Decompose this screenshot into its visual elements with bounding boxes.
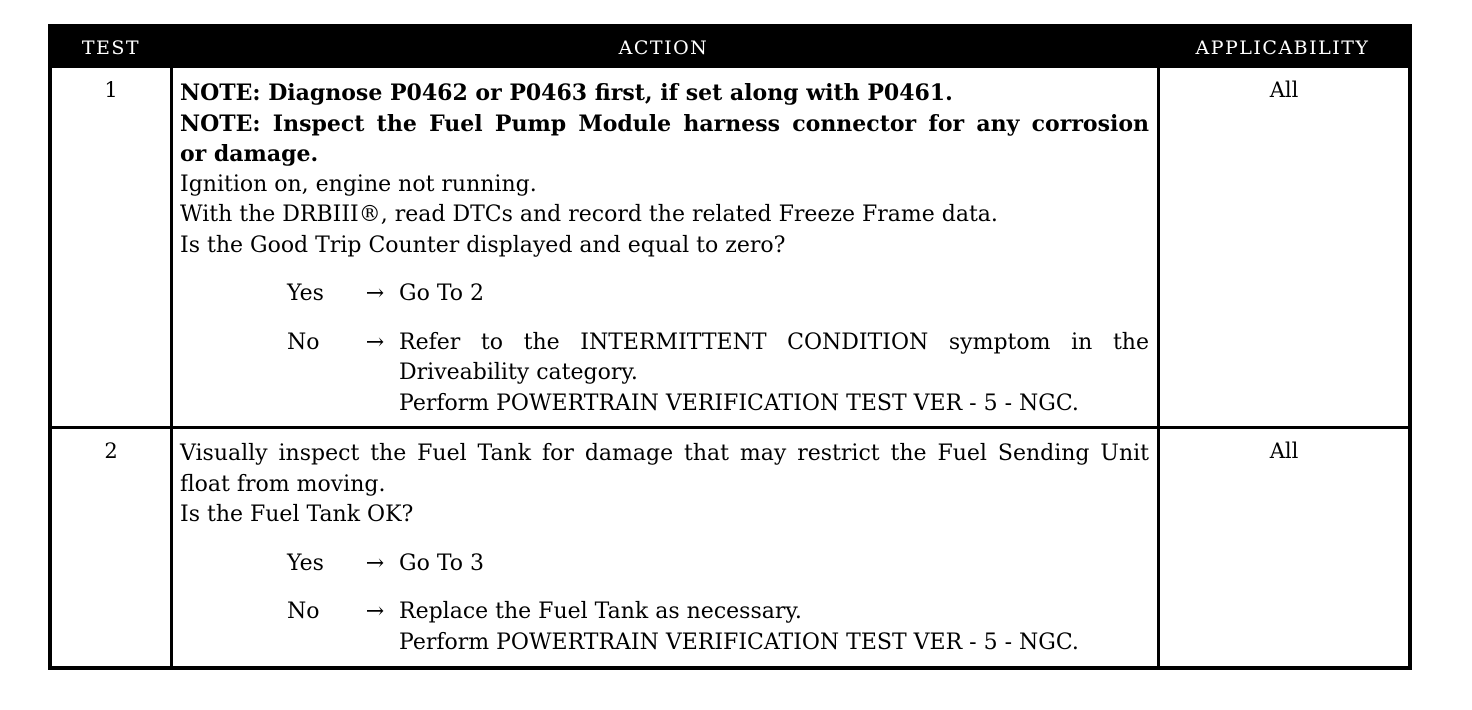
applicability-value: All — [1269, 78, 1299, 102]
no-action-line: Driveability category. — [399, 360, 638, 385]
step-line: float from moving. — [180, 471, 386, 497]
arrow-right-icon: → — [365, 329, 385, 355]
no-label: No — [287, 599, 320, 624]
header-action: ACTION — [618, 37, 709, 59]
table-row — [52, 426, 1408, 666]
arrow-right-icon: → — [365, 599, 385, 624]
step-line: Is the Good Trip Counter displayed and equal to zero? — [180, 232, 786, 258]
yes-result — [180, 549, 1149, 580]
no-action — [399, 328, 1149, 420]
note-line: NOTE: Inspect the Fuel Pump Module harness connector for any corrosion — [180, 110, 1149, 137]
arrow-right-icon: → — [365, 550, 385, 576]
step-line: Visually inspect the Fuel Tank for damage that may restrict the Fuel Sending Unit — [180, 441, 1149, 466]
no-action-line: Replace the Fuel Tank as necessary. — [399, 599, 802, 624]
yes-result — [180, 279, 1149, 310]
yes-action: Go To 3 — [399, 550, 485, 576]
test-number: 2 — [52, 429, 173, 666]
no-action-line: Perform POWERTRAIN VERIFICATION TEST VER - 5 - NGC. — [399, 629, 1079, 655]
note-line: NOTE: Diagnose P0462 or P0463 first, if set along with P0461. — [180, 80, 953, 106]
no-action — [399, 597, 1149, 658]
no-action-line: Refer to the INTERMITTENT CONDITION symptom in the — [399, 329, 1149, 355]
test-number: 1 — [52, 68, 173, 426]
yes-action: Go To 2 — [399, 281, 485, 306]
header-applicability: APPLICABILITY — [1195, 37, 1370, 59]
diagnostic-test-table — [48, 24, 1412, 670]
no-result — [180, 328, 1149, 420]
action-cell — [173, 68, 1160, 426]
arrow-right-icon: → — [365, 281, 385, 306]
table-row — [52, 68, 1408, 426]
no-action-line: Perform POWERTRAIN VERIFICATION TEST VER - 5 - NGC. — [399, 390, 1079, 416]
yes-label: Yes — [287, 281, 324, 306]
step-line: With the DRBIII®, read DTCs and record the related Freeze Frame data. — [180, 202, 998, 227]
yes-label: Yes — [287, 550, 324, 576]
action-cell — [173, 429, 1160, 666]
note-line: or damage. — [180, 141, 319, 167]
step-line: Ignition on, engine not running. — [180, 171, 537, 197]
step-line: Is the Fuel Tank OK? — [180, 502, 414, 527]
table-header — [52, 28, 1408, 68]
result-options — [180, 279, 1149, 419]
header-test: TEST — [81, 37, 141, 59]
no-result — [180, 597, 1149, 658]
no-label: No — [287, 329, 320, 355]
applicability-value: All — [1269, 439, 1299, 463]
result-options — [180, 549, 1149, 659]
